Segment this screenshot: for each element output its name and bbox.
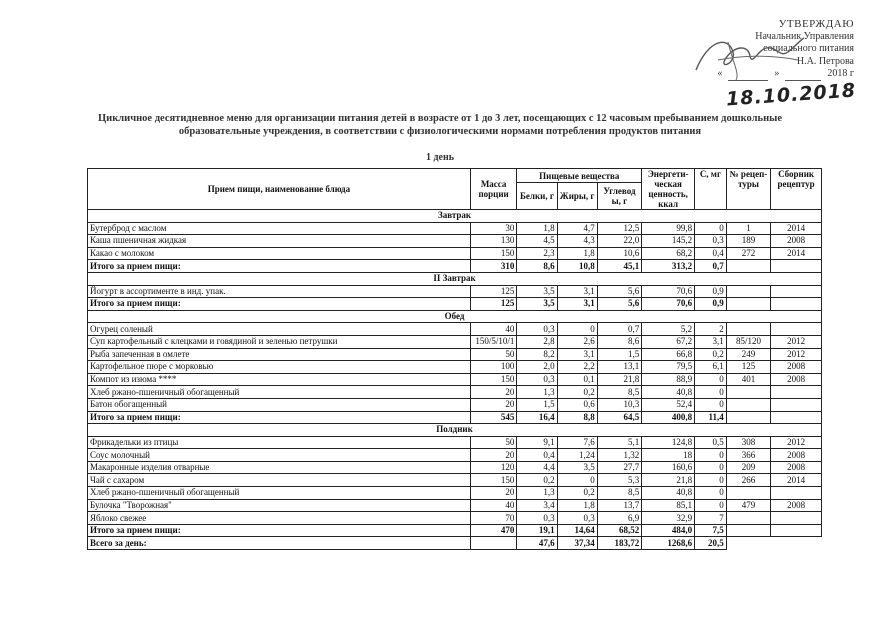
table-cell: 4,3 [557, 235, 597, 248]
table-cell: 40,8 [642, 386, 695, 399]
table-cell: 50 [470, 348, 517, 361]
table-cell: Чай с сахаром [88, 474, 471, 487]
table-cell: 40 [470, 323, 517, 336]
table-cell: 120 [470, 461, 517, 474]
total-row [88, 260, 822, 273]
table-cell: 366 [726, 449, 770, 462]
table-cell: 479 [726, 499, 770, 512]
table-cell: 70,6 [642, 285, 695, 298]
total-cell: 125 [470, 298, 517, 311]
total-row [88, 411, 822, 424]
table-cell: Каша пшеничная жидкая [88, 235, 471, 248]
table-cell: 2,8 [517, 335, 557, 348]
total-cell: 11,4 [695, 411, 727, 424]
header-recipe-no: № рецеп-туры [726, 169, 770, 210]
table-cell: 0 [695, 461, 727, 474]
total-cell: Итого за прием пищи: [88, 298, 471, 311]
table-cell: 3,1 [557, 348, 597, 361]
total-cell: 484,0 [642, 524, 695, 537]
total-cell: 3,5 [517, 298, 557, 311]
table-cell: 2008 [771, 499, 822, 512]
table-row [88, 461, 822, 474]
table-cell: 32,9 [642, 512, 695, 525]
table-cell: Соус молочный [88, 449, 471, 462]
table-cell: 30 [470, 222, 517, 235]
table-cell: Йогурт в ассортименте в инд. упак. [88, 285, 471, 298]
total-empty-cell [771, 260, 822, 273]
table-cell: Суп картофельный с клецками и говядиной и зеленью петрушки [88, 335, 471, 348]
table-cell: 21,8 [642, 474, 695, 487]
table-cell: 21,8 [597, 373, 641, 386]
table-cell: 1,5 [517, 398, 557, 411]
table-cell: 0,3 [557, 512, 597, 525]
table-cell [726, 323, 770, 336]
table-cell: 52,4 [642, 398, 695, 411]
table-cell: 2012 [771, 335, 822, 348]
table-cell: 0 [557, 323, 597, 336]
table-cell: 2008 [771, 361, 822, 374]
section-name: Полдник [88, 424, 822, 437]
day-total-cell: Всего за день: [88, 537, 471, 550]
table-cell: 0 [695, 398, 727, 411]
table-cell: 150 [470, 373, 517, 386]
table-cell: 9,1 [517, 436, 557, 449]
date-quote-close: » [774, 68, 780, 79]
table-cell: 249 [726, 348, 770, 361]
table-cell: 85,1 [642, 499, 695, 512]
total-cell: 14,64 [557, 524, 597, 537]
total-row [88, 298, 822, 311]
table-cell: 125 [470, 285, 517, 298]
total-cell: Итого за прием пищи: [88, 260, 471, 273]
section-row [88, 210, 822, 223]
table-cell: 2 [695, 323, 727, 336]
table-cell: 3,1 [695, 335, 727, 348]
header-mass: Масса порции [470, 169, 517, 210]
table-cell: 2,2 [557, 361, 597, 374]
table-cell: 20 [470, 398, 517, 411]
approval-position-line2: социального питания [763, 43, 854, 54]
table-cell: 3,1 [557, 285, 597, 298]
total-cell: 19,1 [517, 524, 557, 537]
approval-signer: Н.А. Петрова [796, 55, 854, 67]
total-cell: 470 [470, 524, 517, 537]
table-cell: 79,5 [642, 361, 695, 374]
table-cell: 2014 [771, 474, 822, 487]
total-row [88, 524, 822, 537]
table-cell: 40 [470, 499, 517, 512]
total-cell: 70,6 [642, 298, 695, 311]
document-title: Цикличное десятидневное меню для организации питания детей в возрасте от 1 до 3 лет, посещающих с 12 часовым пребыванием дошкольные образовательные учреждения, в соответствии с физиологическими нормами потребления продуктов питания [98, 113, 782, 137]
header-fat: Жиры, г [557, 183, 597, 210]
table-cell: 100 [470, 361, 517, 374]
table-row [88, 335, 822, 348]
table-cell: 50 [470, 436, 517, 449]
table-cell: 189 [726, 235, 770, 248]
handwritten-date: 18.10.2018 [725, 79, 857, 111]
table-row [88, 373, 822, 386]
total-cell: 68,52 [597, 524, 641, 537]
table-cell: 150/5/10/1 [470, 335, 517, 348]
table-cell [726, 386, 770, 399]
total-empty-cell [726, 260, 770, 273]
table-cell [771, 487, 822, 500]
table-cell [726, 285, 770, 298]
table-cell: 99,8 [642, 222, 695, 235]
table-cell: 88,9 [642, 373, 695, 386]
table-cell: 1,8 [517, 222, 557, 235]
total-cell: 16,4 [517, 411, 557, 424]
section-name: Завтрак [88, 210, 822, 223]
table-cell: 8,2 [517, 348, 557, 361]
total-cell: 5,6 [597, 298, 641, 311]
table-cell: 8,5 [597, 487, 641, 500]
table-cell: Батон обогащенный [88, 398, 471, 411]
section-row [88, 272, 822, 285]
table-cell: 1,32 [597, 449, 641, 462]
table-cell [771, 398, 822, 411]
table-cell: 67,2 [642, 335, 695, 348]
day-total-cell: 20,5 [695, 537, 727, 550]
table-cell: 124,8 [642, 436, 695, 449]
approval-head: УТВЕРЖДАЮ [778, 18, 854, 30]
table-cell: 2,0 [517, 361, 557, 374]
section-name: Обед [88, 310, 822, 323]
table-cell: 7,6 [557, 436, 597, 449]
total-cell: 45,1 [597, 260, 641, 273]
total-cell: Итого за прием пищи: [88, 411, 471, 424]
table-row [88, 398, 822, 411]
approval-year: 2018 г [827, 68, 854, 79]
table-cell: 1,8 [557, 499, 597, 512]
table-cell: 0,4 [517, 449, 557, 462]
table-cell: Огурец соленый [88, 323, 471, 336]
table-cell: 1 [726, 222, 770, 235]
table-cell: 27,7 [597, 461, 641, 474]
table-cell: 66,8 [642, 348, 695, 361]
table-row [88, 436, 822, 449]
total-cell: 0,9 [695, 298, 727, 311]
table-cell: 0 [695, 386, 727, 399]
total-cell: 7,5 [695, 524, 727, 537]
total-cell: 10,8 [557, 260, 597, 273]
table-cell: 20 [470, 487, 517, 500]
menu-table [87, 168, 822, 550]
table-cell: Компот из изюма **** [88, 373, 471, 386]
table-cell: Рыба запеченная в омлете [88, 348, 471, 361]
table-cell: 1,8 [557, 247, 597, 260]
table-cell [726, 512, 770, 525]
signature-image [688, 30, 808, 85]
table-cell: 4,7 [557, 222, 597, 235]
total-cell: 0,7 [695, 260, 727, 273]
table-cell: 2008 [771, 235, 822, 248]
table-cell: 10,3 [597, 398, 641, 411]
table-cell: 0 [557, 474, 597, 487]
table-cell: 40,8 [642, 487, 695, 500]
table-row [88, 499, 822, 512]
total-empty-cell [726, 524, 770, 537]
table-cell: 13,1 [597, 361, 641, 374]
table-cell [771, 323, 822, 336]
table-cell: Какао с молоком [88, 247, 471, 260]
date-quote-open: « [717, 68, 723, 79]
table-cell: 0,3 [517, 512, 557, 525]
table-cell: 1,3 [517, 386, 557, 399]
header-meal: Прием пищи, наименование блюда [88, 169, 471, 210]
table-cell: 401 [726, 373, 770, 386]
day-total-cell: 37,34 [557, 537, 597, 550]
table-cell: 0 [695, 373, 727, 386]
table-row [88, 348, 822, 361]
table-cell: 20 [470, 386, 517, 399]
total-cell: 310 [470, 260, 517, 273]
table-cell: 0 [695, 487, 727, 500]
total-empty-cell [771, 524, 822, 537]
table-cell: 0 [695, 499, 727, 512]
total-cell: 400,8 [642, 411, 695, 424]
table-cell: 266 [726, 474, 770, 487]
table-cell: 2012 [771, 436, 822, 449]
day-total-blank [726, 537, 770, 550]
total-cell: 3,1 [557, 298, 597, 311]
table-cell: 0,3 [517, 373, 557, 386]
table-cell: 3,5 [557, 461, 597, 474]
table-cell: 130 [470, 235, 517, 248]
header-collection: Сборник рецептур [771, 169, 822, 210]
table-cell: 2014 [771, 247, 822, 260]
table-cell: 6,9 [597, 512, 641, 525]
table-cell [771, 386, 822, 399]
table-cell: 3,4 [517, 499, 557, 512]
table-cell: 4,4 [517, 461, 557, 474]
approval-position-line1: Начальник Управления [755, 30, 854, 42]
table-cell: 68,2 [642, 247, 695, 260]
header-carbs: Углевод ы, г [597, 183, 641, 210]
table-cell: 0,3 [695, 235, 727, 248]
day-total-row [88, 537, 822, 550]
table-cell: Бутерброд с маслом [88, 222, 471, 235]
table-cell: 5,2 [642, 323, 695, 336]
table-cell: Картофельное пюре с морковью [88, 361, 471, 374]
menu-table-body [88, 210, 822, 550]
section-row [88, 310, 822, 323]
table-cell: 209 [726, 461, 770, 474]
table-cell: 125 [726, 361, 770, 374]
table-cell: 308 [726, 436, 770, 449]
table-row [88, 386, 822, 399]
table-cell: 7 [695, 512, 727, 525]
table-cell: 0,3 [517, 323, 557, 336]
table-cell: 2,3 [517, 247, 557, 260]
total-cell: 8,6 [517, 260, 557, 273]
table-cell: 1,3 [517, 487, 557, 500]
table-cell: 160,6 [642, 461, 695, 474]
table-cell: 1,5 [597, 348, 641, 361]
day-label: 1 день [425, 152, 455, 163]
table-cell: 5,6 [597, 285, 641, 298]
table-cell: 272 [726, 247, 770, 260]
table-cell: Хлеб ржано-пшеничный обогащенный [88, 487, 471, 500]
table-cell: 2008 [771, 461, 822, 474]
table-cell: Булочка "Творожная" [88, 499, 471, 512]
total-empty-cell [771, 298, 822, 311]
table-cell: 1,24 [557, 449, 597, 462]
table-cell: 6,1 [695, 361, 727, 374]
table-row [88, 449, 822, 462]
section-row [88, 424, 822, 437]
total-cell: Итого за прием пищи: [88, 524, 471, 537]
table-cell: 0,2 [557, 487, 597, 500]
day-total-cell: 1268,6 [642, 537, 695, 550]
total-empty-cell [771, 411, 822, 424]
table-cell [771, 512, 822, 525]
table-cell: 150 [470, 247, 517, 260]
table-cell: 12,5 [597, 222, 641, 235]
table-row [88, 285, 822, 298]
table-cell [726, 398, 770, 411]
table-cell: 2012 [771, 348, 822, 361]
table-cell: 2008 [771, 373, 822, 386]
table-cell: 2,6 [557, 335, 597, 348]
table-cell: 10,6 [597, 247, 641, 260]
header-vitc: С, мг [695, 169, 727, 210]
table-cell: 70 [470, 512, 517, 525]
table-cell: Хлеб ржано-пшеничный обогащенный [88, 386, 471, 399]
total-cell: 313,2 [642, 260, 695, 273]
table-cell: 0,2 [557, 386, 597, 399]
table-cell: 18 [642, 449, 695, 462]
table-row [88, 235, 822, 248]
table-cell: 150 [470, 474, 517, 487]
day-total-blank [771, 537, 822, 550]
table-row [88, 487, 822, 500]
table-row [88, 474, 822, 487]
table-row [88, 247, 822, 260]
day-total-cell [470, 537, 517, 550]
header-energy: Энергети-ческая ценность, ккал [642, 169, 695, 210]
table-cell: 0,2 [517, 474, 557, 487]
table-row [88, 512, 822, 525]
table-row [88, 222, 822, 235]
table-cell [771, 285, 822, 298]
table-row [88, 323, 822, 336]
table-cell: 145,2 [642, 235, 695, 248]
table-cell: 0 [695, 474, 727, 487]
total-cell: 8,8 [557, 411, 597, 424]
table-cell: 5,3 [597, 474, 641, 487]
table-cell: 3,5 [517, 285, 557, 298]
table-cell: 0 [695, 449, 727, 462]
day-total-cell: 47,6 [517, 537, 557, 550]
header-protein: Белки, г [517, 183, 557, 210]
table-cell: 22,0 [597, 235, 641, 248]
total-empty-cell [726, 298, 770, 311]
table-cell: Фрикадельки из птицы [88, 436, 471, 449]
day-total-cell: 183,72 [597, 537, 641, 550]
table-cell: 8,5 [597, 386, 641, 399]
total-cell: 64,5 [597, 411, 641, 424]
section-name: II Завтрак [88, 272, 822, 285]
table-cell: 0,2 [695, 348, 727, 361]
table-cell: 20 [470, 449, 517, 462]
table-cell: 0 [695, 222, 727, 235]
table-cell: 13,7 [597, 499, 641, 512]
table-cell: Макаронные изделия отварные [88, 461, 471, 474]
header-nutrients: Пищевые вещества [517, 169, 642, 183]
table-cell: 0,9 [695, 285, 727, 298]
table-cell: 0,6 [557, 398, 597, 411]
table-cell: 0,5 [695, 436, 727, 449]
table-cell [726, 487, 770, 500]
total-empty-cell [726, 411, 770, 424]
table-cell: 0,1 [557, 373, 597, 386]
table-cell: 0,7 [597, 323, 641, 336]
table-cell: 8,6 [597, 335, 641, 348]
table-cell: 2014 [771, 222, 822, 235]
table-cell: 85/120 [726, 335, 770, 348]
table-cell: 2008 [771, 449, 822, 462]
table-cell: 5,1 [597, 436, 641, 449]
table-cell: 0,4 [695, 247, 727, 260]
table-cell: Яблоко свежее [88, 512, 471, 525]
table-row [88, 361, 822, 374]
total-cell: 545 [470, 411, 517, 424]
table-cell: 4,5 [517, 235, 557, 248]
